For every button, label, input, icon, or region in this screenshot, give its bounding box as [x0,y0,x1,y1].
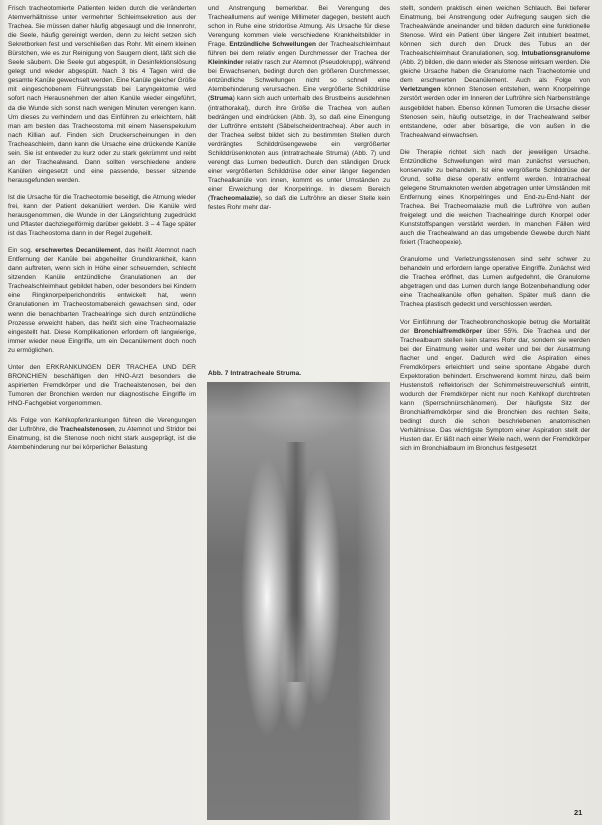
text: relativ rasch zur Atemnot (Pseudokrupp), während bei Erwachsenen, bedingt durch den größeren Durchmesser, entzündliche Schwellungen nicht so schnell eine Atembehinderung verursachen. Eine vergrößerte Schilddrüse ( [208,59,390,103]
bold-term: Struma [210,95,233,103]
text-column-left [8,4,196,460]
paragraph [8,246,196,355]
paragraph: Die Therapie richtet sich nach der jeweiligen Ursache. Entzündliche Schwellungen wird man zunächst versuchen, konservativ zu behandeln. Ist eine vergrößerte Schilddrüse der Grund, sollte diese operativ entfernt werden. Intratracheal gelegene Strumaknoten werden abgetragen unter Umständen mit Entfernung eines Knorpelringes und End-zu-End-Naht der Trachea. Bei Tracheomalazie muß die Luftröhre von außen freigelegt und die weichen Trachealringe durch Knorpel oder Kunststoffspangen verstärkt werden. In manchen Fällen wird auch die Trachealwand an das umgebende Gewebe durch Naht fixiert (Tracheopexie). [400,148,590,247]
paragraph [400,4,590,140]
text: ), so daß die Luftröhre an dieser Stelle kein festes Rohr mehr dar- [208,194,390,212]
bold-term: Bronchialfremdkörper [413,327,483,335]
text: ) kann sich auch unterhalb des Brustbeins ausdehnen (intrathorakal), durch ihre Größe die Trachea von außen bedrängen und eindrücken (Abb. 3), so daß eine Einengung der Luftröhre entsteht (Säbelscheidentrachea). Aber auch in der Trachea selbst bildet sich zu bestimmten Stellen durch verdrängtes Schilddrüsengewebe ein vergrößerter Schilddrüsenknoten aus (intratracheale Struma) (Abb. 7) und verengt das Lumen bedeutlich. Durch den ständigen Druck einer vergrößerten Schilddrüse oder einer länger liegenden Trachealkanüle von innen, kommt es unter Umständen zu einer Erweichung der Knorpelringe. In diesem Bereich ( [208,95,390,202]
bold-term: Intubationsgranulome [521,50,590,58]
text-column-middle [208,4,390,362]
text: über 55%. Die Trachea und der Trachealbaum stellen kein starres Rohr dar, sondern sie werden bei der Einatmung weiter und weiter und bei der Ausatmung flacher und enger. Dadurch wird die Aspiration eines Fremdkörpers erleichtert und seine spontane Abgabe durch Expektoration behindert. Erschwerend kommt hinzu, daß beim Hustenstoß reflektorisch der Schimmelstreuverschluß eintritt, wodurch der Fremdkörper nicht nur noch Kehlkopf durchtreten kann (Sperrschnürschänomen). Der häufigste Sitz der Bronchialfremdkörper sind die Bronchien des rechten Seite, bedingt durch die schon beschriebenen anatomischen Verhältnisse. Das wichtigste Symptom einer Aspiration stellt der Husten dar. Er läßt nach einer Weile nach, wenn der Fremdkörper sich im Bronchialbaum im Bronchus festgesetzt [400,327,590,453]
text: und Anstrengung bemerkbar. Bei Verengung des Tracheallumens auf wenige Millimeter dagegen, besteht auch schon in Ruhe eine stridoröse Atmung. Als Ursache für diese Verengung kommen viele verschiedene Krankheitsbilder in Frage. [208,5,390,49]
bold-term: Tracheomalazie [210,194,259,202]
text: können Stenosen entstehen, wenn Knorpelringe zerstört werden oder im Inneren der Luftröhre sich Narbenstränge ausgebildet haben. Ebenso können Tumoren die Ursache dieser Stenosen sein, häufig outsetzige, in der Trachealwand selber entstandene, oder aber bösartige, die von außen in die Trachealwand einwachsen. [400,86,590,139]
bold-term: erschwertes Decanülement [35,247,121,255]
spine-shadow [357,382,390,820]
text: (Abb. 2) bilden, die dann wieder als Stenose wirksam werden. Die gleiche Ursache haben die Granulome nach Tracheotomie und dem erschwerten Decanülement. Auch als Folge von [400,59,590,85]
text: Als Folge von Kehlkopferkrankungen führen die Verengungen der Luftröhre, die [8,416,196,434]
page-number: 21 [574,808,583,817]
text-column-right [400,4,590,461]
paragraph: Ist die Ursache für die Tracheotomie beseitigt, die Atmung wieder frei, kann der Patient dekanüliert werden. Die Kanüle wird herausgenommen, die Wunde in der Längsrichtung zugedrückt und Pflaster dachziegelförmig darüber geklebt. 3 – 4 Tage später ist das Tracheostoma dann in der Regel zugeheilt. [8,193,196,238]
xray-image [207,382,390,820]
trachea-shadow [285,442,307,682]
bold-term: Entzündliche Schwellungen [229,41,316,49]
paragraph: Frisch tracheotomierte Patienten leiden durch die veränderten Atemverhältnisse unter vermehrter Schleimsekretion aus der Trachea. Sie müssen daher häufig abgesaugt und die Innenrohr, die Seele, häufig gereinigt werden, denn zu leicht setzen sich Sekretborken fest und verschließen das Rohr. Mit einem kleinen Bürstchen, wie es zur Reinigung von Saugern dient, läßt sich die Seele säubern. Die Seele gut abgespült, in Desinfektionslösung gelegt und wieder abgespült. Nach 3 bis 4 Tagen wird die gesamte Kanüle gewechselt werden. Eine Kanüle gleicher Größe mit eingeschobenem Führungsstab bei Laryngektomie wird sofort nach Herausnehmen der alten Kanüle wieder eingeführt, da die Wunde sich sonst nach wenigen Minuten verengen kann. Um dieses zu verhindern und das Einführen zu erleichtern, hält man am besten das Tracheostoma mit einem Nasenspekulum nach Killian auf. Finden sich Druckerscheinungen in den Tracheaschleim, dann kann die Ursache eine drückende Kanüle sein. Sie ist entweder zu kurz oder zu stark gekrümmt und reibt an der Trachealwand. Dann sollten verschiedene andere Kanülen eingesetzt und eine passende, besser sitzende herausgefunden werden. [8,5,196,184]
paragraph: Granulome und Verletzungsstenosen sind sehr schwer zu behandeln und erfordern lange operative Eingriffe. Zunächst wird die Trachea eröffnet, das Lumen aufgedehnt, die Granulome abgetragen und das Lumen durch lange Bolzenbehandlung oder eine Trachealkanüle offen gehalten. Später muß dann die Trachea plastisch gedeckt und verschlossen werden. [400,256,590,309]
paragraph: Unter den ERKRANKUNGEN DER TRACHEA UND DER BRONCHIEN beschäftigen den HNO-Arzt besonders die aspirierten Fremdkörper und die Trachealstenosen, bei den Tumoren der Bronchien werden nur diagnostische Eingriffe im HNO-Fachgebiet vorgenommen. [8,363,196,407]
text: der Trachealschleimhaut führen bei dem relativ engen Durchmesser der Trachea der [208,41,390,58]
text: stellt, sondern praktisch einen weichen Schlauch. Bei tieferer Einatmung, bei Anstrengung oder Aufregung saugen sich die Trachealwände aneinander und bilden dadurch eine funktionelle Stenose. Wird ein Patient über längere Zeit intubiert beatmet, können sich durch den Druck des Tubus an der Trachealschleimhaut Granulationen, sog. [400,5,590,58]
bold-term: Verletzungen [400,86,441,94]
figure-caption: Abb. 7 Intratracheale Struma. [208,370,302,377]
text: , das heißt Atemnot nach Entfernung der Kanüle bei abgeheilter Grundkrankheit, kann dann auftreten, wenn sich in Höhe einer scheuernden, schlecht sitzenden Kanüle entzündliche Granulationen an der Trachealschleimhaut gebildet haben, oder besonders bei Kindern eine Ringknorpelperichondritis entwickelt hat, wenn Granulationen im Tracheostomabereich gewachsen sind, oder wenn die benachbarten Trachealringe sich durch entzündliche Prozesse erweicht haben, das heißt sich eine Tracheomalazie eingestellt hat. Diese Komplikationen erfordern oft langwierige, immer wieder neue Eingriffe, um ein Decanülement doch noch zu ermöglichen. [8,247,196,354]
bold-term: Kleinkinder [208,59,244,67]
bold-term: Trachealstenosen [59,426,115,434]
text: , zu Atemnot und Stridor bei Einatmung, ist die Stenose noch nicht stark ausgeprägt, ist die Atembehinderung nur bei körperlicher Belastung [8,426,196,452]
text: Ein sog. [8,247,36,255]
text: Vor Einführung der Tracheobronchoskopie betrug die Mortalität der [400,318,590,335]
paragraph [400,318,590,454]
paragraph [208,4,390,212]
paragraph [8,416,196,452]
